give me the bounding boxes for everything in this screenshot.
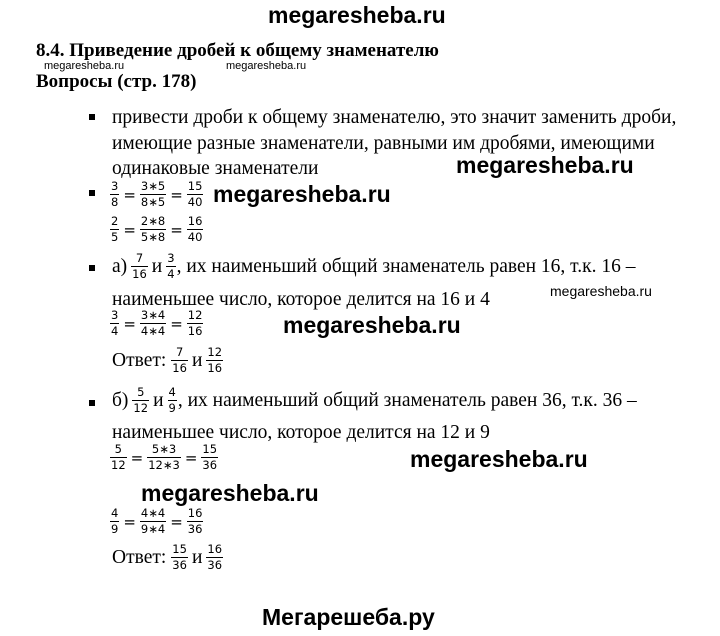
item1-line3: одинаковые знаменатели: [112, 158, 319, 179]
item2-equation-1: $\frac{3}{8}$ = $\frac{3∗5}{8∗5}$ = $\frac{15}{40}$: [111, 179, 203, 209]
fraction: $\frac{12}{16}$: [207, 345, 223, 375]
section-subtitle: Вопросы (стр. 178): [36, 71, 197, 92]
section-title: 8.4. Приведение дробей к общему знаменателю: [36, 40, 439, 61]
fraction: $\frac{4∗4}{9∗4}$: [140, 506, 166, 536]
item4-line2: наименьшее число, которое делится на 12 и 9: [112, 422, 490, 443]
fraction: $\frac{3∗4}{4∗4}$: [140, 308, 166, 338]
item1-line2: имеющие разные знаменатели, равными им дробями, имеющими: [112, 133, 655, 154]
watermark: megaresheba.ru: [410, 446, 588, 472]
item4-equation-1: $\frac{5}{12}$ = $\frac{5∗3}{12∗3}$ = $\frac{15}{36}$: [111, 442, 218, 472]
bullet-marker: [89, 114, 95, 120]
footer-watermark: Мегарешеба.ру: [262, 604, 435, 630]
fraction: $\frac{3}{8}$: [111, 179, 119, 209]
bullet-marker: [89, 190, 95, 196]
fraction: $\frac{3}{4}$: [167, 251, 175, 281]
fraction: $\frac{7}{16}$: [132, 251, 147, 281]
watermark: megaresheba.ru: [213, 181, 391, 207]
fraction: $\frac{16}{36}$: [207, 542, 223, 572]
fraction: $\frac{5}{12}$: [111, 442, 126, 472]
fraction: $\frac{5∗3}{12∗3}$: [148, 442, 180, 472]
watermark-small: megaresheba.ru: [226, 60, 307, 72]
fraction: $\frac{3}{4}$: [111, 308, 119, 338]
fraction: $\frac{3∗5}{8∗5}$: [140, 179, 166, 209]
fraction: $\frac{15}{36}$: [172, 542, 187, 572]
watermark-small: megaresheba.ru: [44, 60, 125, 72]
item3-equation: $\frac{3}{4}$ = $\frac{3∗4}{4∗4}$ = $\frac{12}{16}$: [111, 308, 203, 338]
fraction: $\frac{2}{5}$: [111, 214, 119, 244]
fraction: $\frac{16}{36}$: [187, 506, 203, 536]
bullet-marker: [89, 400, 95, 406]
fraction: $\frac{15}{36}$: [202, 442, 218, 472]
fraction: $\frac{16}{40}$: [187, 214, 203, 244]
watermark: megaresheba.ru: [550, 283, 652, 299]
bullet-marker: [89, 265, 95, 271]
fraction: $\frac{7}{16}$: [172, 345, 187, 375]
item4-equation-2: $\frac{4}{9}$ = $\frac{4∗4}{9∗4}$ = $\frac{16}{36}$: [111, 506, 203, 536]
item3-answer: Ответ: $\frac{7}{16}$ и $\frac{12}{16}$: [112, 345, 223, 375]
item1-line1: привести дроби к общему знаменателю, это значит заменить дроби,: [112, 107, 677, 128]
fraction: $\frac{5}{12}$: [133, 385, 149, 415]
item3-line2: наименьшее число, которое делится на 16 и 4: [112, 289, 490, 310]
fraction: $\frac{2∗8}{5∗8}$: [140, 214, 166, 244]
fraction: $\frac{4}{9}$: [168, 385, 176, 415]
fraction: $\frac{12}{16}$: [187, 308, 203, 338]
item4-first-line: б) $\frac{5}{12}$ и $\frac{4}{9}$ , их наименьший общий знаменатель равен 36, т.к. 36 –: [112, 385, 637, 415]
item2-equation-2: $\frac{2}{5}$ = $\frac{2∗8}{5∗8}$ = $\frac{16}{40}$: [111, 214, 203, 244]
watermark: megaresheba.ru: [456, 152, 634, 178]
watermark: megaresheba.ru: [283, 312, 461, 338]
fraction: $\frac{15}{40}$: [187, 179, 203, 209]
watermark: megaresheba.ru: [141, 480, 319, 506]
watermark-top: megaresheba.ru: [268, 2, 446, 28]
item4-answer: Ответ: $\frac{15}{36}$ и $\frac{16}{36}$: [112, 542, 223, 572]
fraction: $\frac{4}{9}$: [111, 506, 119, 536]
item3-first-line: а) $\frac{7}{16}$ и $\frac{3}{4}$ , их наименьший общий знаменатель равен 16, т.к. 16 –: [112, 251, 636, 281]
